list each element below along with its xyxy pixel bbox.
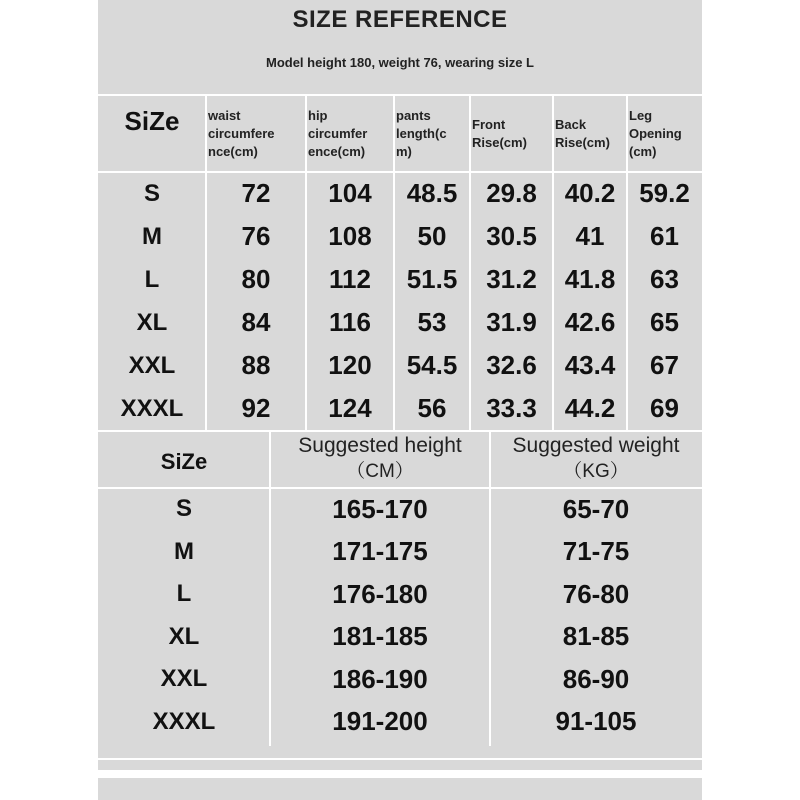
column-header-length: pants length(c m) (396, 108, 447, 159)
column-header-back_rise: Back Rise(cm) (555, 117, 610, 150)
size-label: XXL (128, 351, 176, 379)
measurement-value: 59.2 (639, 178, 690, 208)
suggested-weight-value: 86-90 (562, 663, 630, 694)
suggested-weight-value: 65-70 (562, 493, 630, 524)
measurement-value: 56 (417, 393, 447, 423)
weight-header-unit: （KG） (563, 461, 629, 482)
size-label: XL (136, 308, 168, 336)
measurement-value: 31.9 (486, 307, 537, 337)
size-label: XL (168, 622, 200, 650)
height-column-header (270, 430, 490, 488)
height-header-label: Suggested height (298, 434, 462, 457)
size-label: XXL (160, 665, 208, 693)
measurement-value: 124 (328, 393, 372, 423)
measurement-value: 72 (241, 178, 271, 208)
measurement-value: 76 (241, 221, 271, 251)
page-title: SIZE REFERENCE (292, 6, 508, 33)
size-label: M (142, 222, 162, 250)
measurement-value: 84 (241, 307, 271, 337)
size-label: XXXL (152, 707, 216, 735)
suggested-height-value: 191-200 (332, 706, 428, 737)
measurement-value: 63 (650, 264, 679, 294)
suggested-height-value: 186-190 (332, 663, 428, 694)
size-column-header: SiZe (124, 105, 180, 136)
suggested-height-value: 171-175 (332, 536, 428, 567)
size-reference-sheet (98, 0, 702, 800)
suggested-weight-value: 76-80 (562, 578, 630, 609)
height-header-unit: （CM） (346, 461, 414, 482)
suggested-height-value: 176-180 (332, 578, 428, 609)
measurement-value: 92 (241, 393, 271, 423)
suggested-weight-value: 81-85 (562, 621, 630, 652)
measurement-value: 120 (328, 350, 372, 380)
measurement-value: 67 (650, 350, 679, 380)
measurement-value: 65 (650, 307, 679, 337)
suggested-height-value: 181-185 (332, 621, 428, 652)
measurement-value: 48.5 (406, 178, 458, 208)
measurement-value: 41 (575, 221, 605, 251)
weight-header-label: Suggested weight (512, 434, 680, 457)
measurement-value: 44.2 (564, 393, 616, 423)
measurement-value: 30.5 (486, 221, 537, 251)
suggested-weight-value: 71-75 (562, 536, 630, 567)
measurement-value: 31.2 (486, 264, 537, 294)
column-header-hip: hip circumfer ence(cm) (308, 108, 368, 159)
measurement-value: 53 (417, 307, 447, 337)
size-label: S (175, 495, 192, 523)
measurement-value: 42.6 (564, 307, 616, 337)
measurement-value: 29.8 (486, 178, 537, 208)
weight-column-header (490, 430, 702, 488)
size-label: M (174, 537, 194, 565)
size-label: L (144, 265, 160, 293)
measurement-value: 33.3 (486, 393, 537, 423)
measurement-value: 43.4 (564, 350, 616, 380)
model-info-subtitle: Model height 180, weight 76, wearing size L (265, 54, 534, 70)
measurement-value: 41.8 (564, 264, 616, 294)
suggested-weight-value: 91-105 (555, 706, 637, 737)
measurement-value: 112 (329, 264, 371, 294)
measurement-value: 61 (650, 221, 679, 251)
size-column-header: SiZe (160, 449, 208, 474)
measurement-table (98, 94, 702, 430)
measurement-value: 104 (328, 178, 372, 208)
size-label: S (143, 179, 160, 207)
column-header-front_rise: Front Rise(cm) (472, 117, 527, 150)
suggestion-table (98, 430, 702, 746)
column-header-leg_opening: Leg Opening (cm) (629, 108, 682, 159)
measurement-value: 108 (328, 221, 372, 251)
measurement-value: 88 (241, 350, 271, 380)
size-label: XXXL (120, 394, 184, 422)
measurement-value: 54.5 (406, 350, 458, 380)
suggested-height-value: 165-170 (332, 493, 428, 524)
footer-divider (98, 758, 702, 760)
measurement-value: 80 (241, 264, 271, 294)
measurement-value: 50 (417, 221, 447, 251)
measurement-value: 116 (329, 307, 371, 337)
measurement-value: 51.5 (406, 264, 458, 294)
column-header-waist: waist circumfere nce(cm) (208, 108, 275, 159)
footer-divider (98, 770, 702, 778)
measurement-value: 32.6 (486, 350, 537, 380)
measurement-value: 40.2 (564, 178, 616, 208)
measurement-value: 69 (650, 393, 679, 423)
size-label: L (176, 580, 192, 608)
